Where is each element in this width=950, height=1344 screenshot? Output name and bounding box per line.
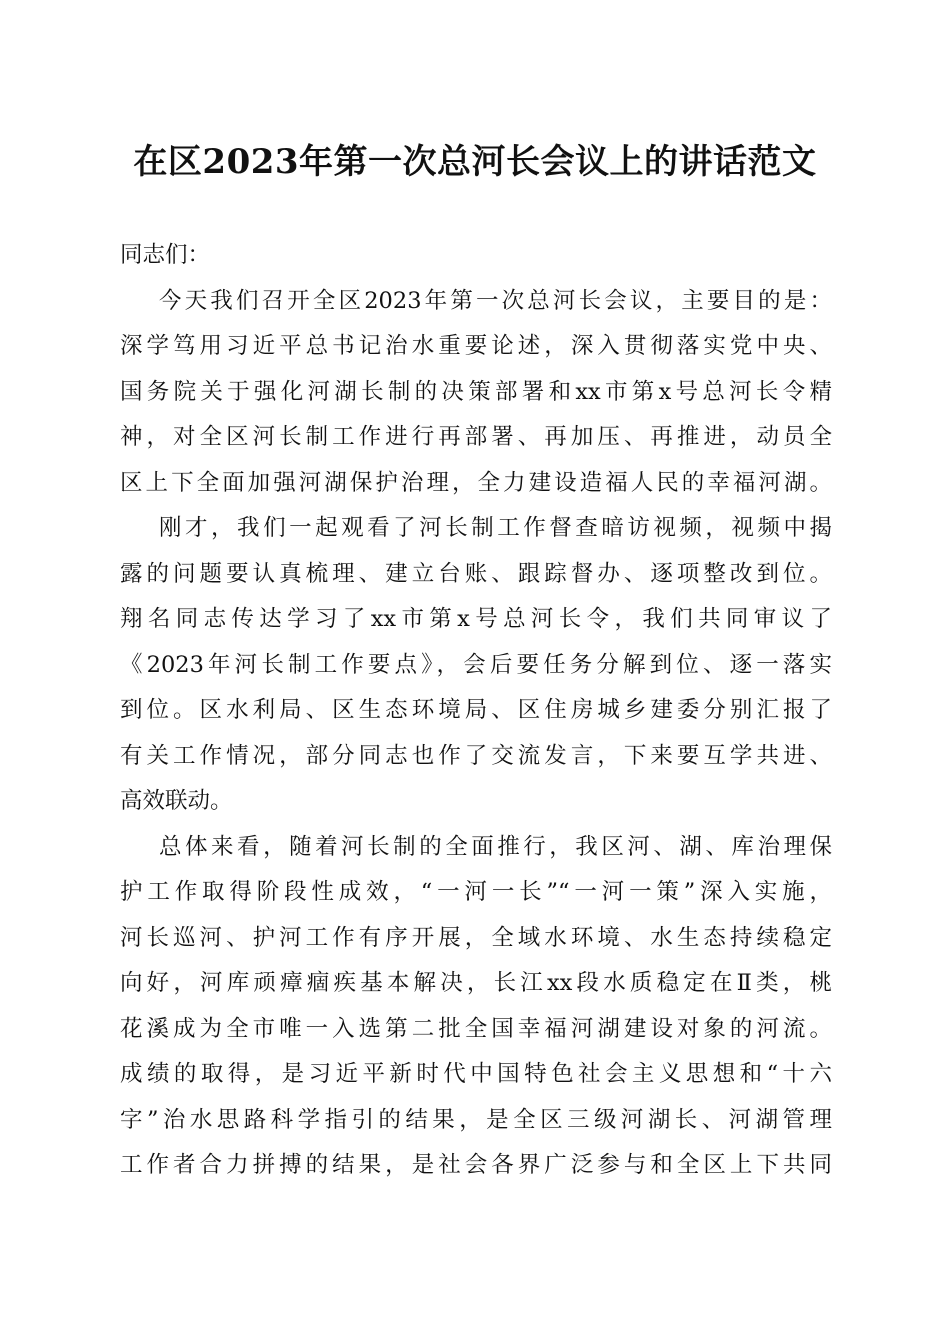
- paragraph-2-line-2: 露的问题要认真梳理、建立台账、跟踪督办、逐项整改到位。: [120, 560, 832, 587]
- document-body: [120, 233, 832, 1189]
- paragraph-1-line-5: 区上下全面加强河湖保护治理，全力建设造福人民的幸福河湖。: [120, 469, 832, 496]
- paragraph-1-line-3: 国务院关于强化河湖长制的决策部署和xx市第x号总河长令精: [120, 378, 832, 405]
- paragraph-2-line-3: 翔名同志传达学习了xx市第x号总河长令，我们共同审议了: [120, 606, 832, 632]
- paragraph-3-line-7: 字”治水思路科学指引的结果，是全区三级河湖长、河湖管理: [120, 1106, 832, 1133]
- paragraph-2-line-5: 到位。区水利局、区生态环境局、区住房城乡建委分别汇报了: [120, 697, 832, 723]
- paragraph-1-line-2: 深学笃用习近平总书记治水重要论述，深入贯彻落实党中央、: [120, 333, 832, 359]
- paragraph-3-line-4: 向好，河库顽瘴痼疾基本解决，长江xx段水质稳定在Ⅱ类，桃: [120, 970, 832, 996]
- paragraph-2-line-4: 《2023年河长制工作要点》，会后要任务分解到位、逐一落实: [120, 651, 832, 678]
- paragraph-3-line-3: 河长巡河、护河工作有序开展，全域水环境、水生态持续稳定: [120, 924, 832, 951]
- paragraph-1-line-4: 神，对全区河长制工作进行再部署、再加压、再推进，动员全: [120, 424, 832, 450]
- paragraph-3-line-8: 工作者合力拼搏的结果，是社会各界广泛参与和全区上下共同: [120, 1152, 832, 1178]
- paragraph-2-line-1: 刚才，我们一起观看了河长制工作督查暗访视频，视频中揭: [159, 515, 832, 541]
- paragraph-3-line-5: 花溪成为全市唯一入选第二批全国幸福河湖建设对象的河流。: [120, 1015, 832, 1042]
- paragraph-3-line-6: 成绩的取得，是习近平新时代中国特色社会主义思想和“十六: [120, 1061, 832, 1087]
- paragraph-1-line-1: 今天我们召开全区2023年第一次总河长会议，主要目的是：: [159, 287, 832, 314]
- paragraph-2-line-7: 高效联动。: [120, 788, 233, 814]
- paragraph-3-line-2: 护工作取得阶段性成效，“一河一长”“一河一策”深入实施，: [120, 879, 832, 905]
- paragraph-2-line-6: 有关工作情况，部分同志也作了交流发言，下来要互学共进、: [120, 742, 832, 769]
- document-title: 在区2023年第一次总河长会议上的讲话范文: [133, 142, 817, 182]
- paragraph-3-line-1: 总体来看，随着河长制的全面推行，我区河、湖、库治理保: [159, 833, 832, 860]
- salutation-line: 同志们：: [120, 242, 211, 268]
